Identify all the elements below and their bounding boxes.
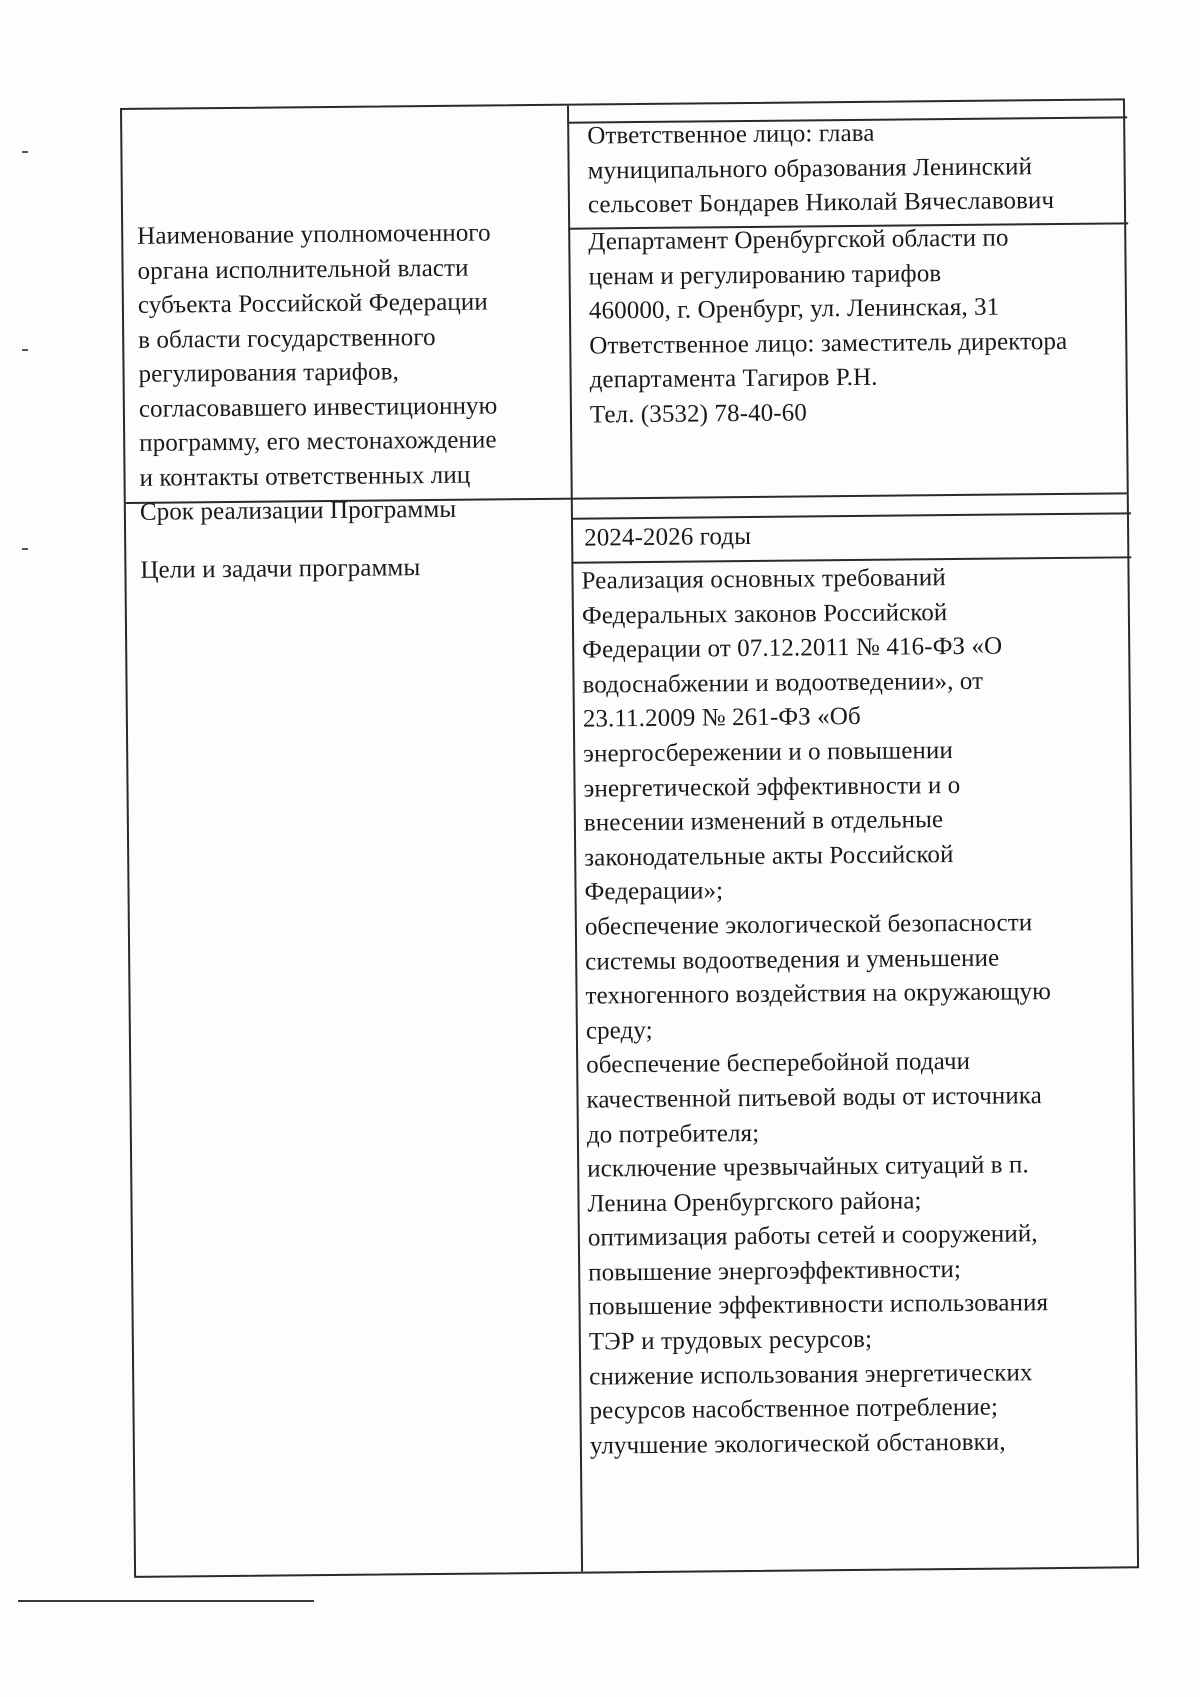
text-line: в области государственного — [138, 323, 436, 354]
text-line: ценам и регулированию тарифов — [588, 259, 942, 291]
implementation-period-label — [140, 492, 565, 531]
program-passport-table — [120, 98, 1139, 1578]
column-divider — [567, 106, 583, 1572]
text-line: энергетической эффективности и о — [583, 771, 961, 803]
scan-mark — [22, 151, 28, 153]
text-line: Федеральных законов Российской — [581, 598, 948, 630]
text-line: регулирования тарифов, — [138, 358, 400, 388]
text-line: Срок реализации Программы — [139, 495, 457, 526]
text-line: Федерации»; — [584, 877, 724, 906]
authorized-body-label — [137, 216, 565, 496]
text-line: техногенного воздействия на окружающую — [585, 978, 1052, 1010]
footnote-separator — [18, 1600, 314, 1602]
text-line: Ответственное лицо: глава — [587, 119, 875, 150]
text-line: 2024-2026 годы — [584, 522, 752, 552]
text-line: ТЭР и трудовых ресурсов; — [588, 1325, 873, 1356]
text-line: снижение использования энергетических — [589, 1358, 1033, 1391]
text-line: согласовавшего инвестиционную — [138, 391, 498, 423]
text-line: Федерации от 07.12.2011 № 416-ФЗ «О — [582, 632, 1003, 664]
implementation-period-value — [584, 516, 1122, 556]
text-line: ресурсов насобственное потребление; — [589, 1393, 999, 1425]
responsible-person-cell — [587, 114, 1126, 223]
text-line: до потребителя; — [586, 1119, 760, 1149]
text-line: 460000, г. Оренбург, ул. Ленинская, 31 — [588, 293, 1000, 325]
text-line: и контакты ответственных лиц — [139, 461, 471, 492]
scan-mark — [22, 548, 28, 550]
text-line: среду; — [585, 1016, 653, 1045]
text-line: органа исполнительной власти — [137, 254, 469, 285]
text-line: Ответственное лицо: заместитель директора — [589, 327, 1068, 360]
text-line: обеспечение экологической безопасности — [584, 909, 1033, 941]
text-line: Ленина Оренбургского района; — [587, 1187, 922, 1218]
goals-label — [140, 550, 565, 589]
text-line: улучшение экологической обстановки, — [589, 1428, 1006, 1460]
text-line: программу, его местонахождение — [139, 426, 497, 457]
text-line: исключение чрезвычайных ситуаций в п. — [587, 1151, 1029, 1183]
text-line: Департамент Оренбургской области по — [588, 224, 1009, 256]
text-line: Реализация основных требований — [581, 564, 946, 595]
text-line: оптимизация работы сетей и сооружений, — [587, 1220, 1038, 1252]
scan-mark — [22, 349, 28, 351]
text-line: внесении изменений в отдельные — [583, 806, 944, 837]
text-line: повышение эффективности использования — [588, 1289, 1049, 1322]
text-line: Наименование уполномоченного — [137, 219, 491, 250]
text-line: законодательные акты Российской — [584, 840, 954, 872]
text-line: Цели и задачи программы — [140, 554, 421, 584]
text-line: сельсовет Бондарев Николай Вячеславович — [587, 187, 1055, 219]
text-line: качественной питьевой воды от источника — [586, 1082, 1042, 1114]
authorized-body-value — [588, 220, 1128, 432]
text-line: системы водоотведения и уменьшение — [585, 944, 1000, 976]
goals-value — [581, 559, 1128, 1464]
text-line: субъекта Российской Федерации — [137, 288, 488, 319]
text-line: водоснабжении и водоотведении», от — [582, 667, 984, 699]
text-line: энергосбережении и о повышении — [583, 737, 954, 768]
text-line: повышение энергоэффективности; — [588, 1255, 962, 1287]
text-line: департамента Тагиров Р.Н. — [589, 363, 878, 394]
text-line: 23.11.2009 № 261-ФЗ «Об — [582, 703, 861, 733]
text-line: обеспечение бесперебойной подачи — [586, 1048, 971, 1079]
text-line: муниципального образования Ленинский — [587, 152, 1033, 185]
text-line: Тел. (3532) 78-40-60 — [589, 398, 808, 429]
